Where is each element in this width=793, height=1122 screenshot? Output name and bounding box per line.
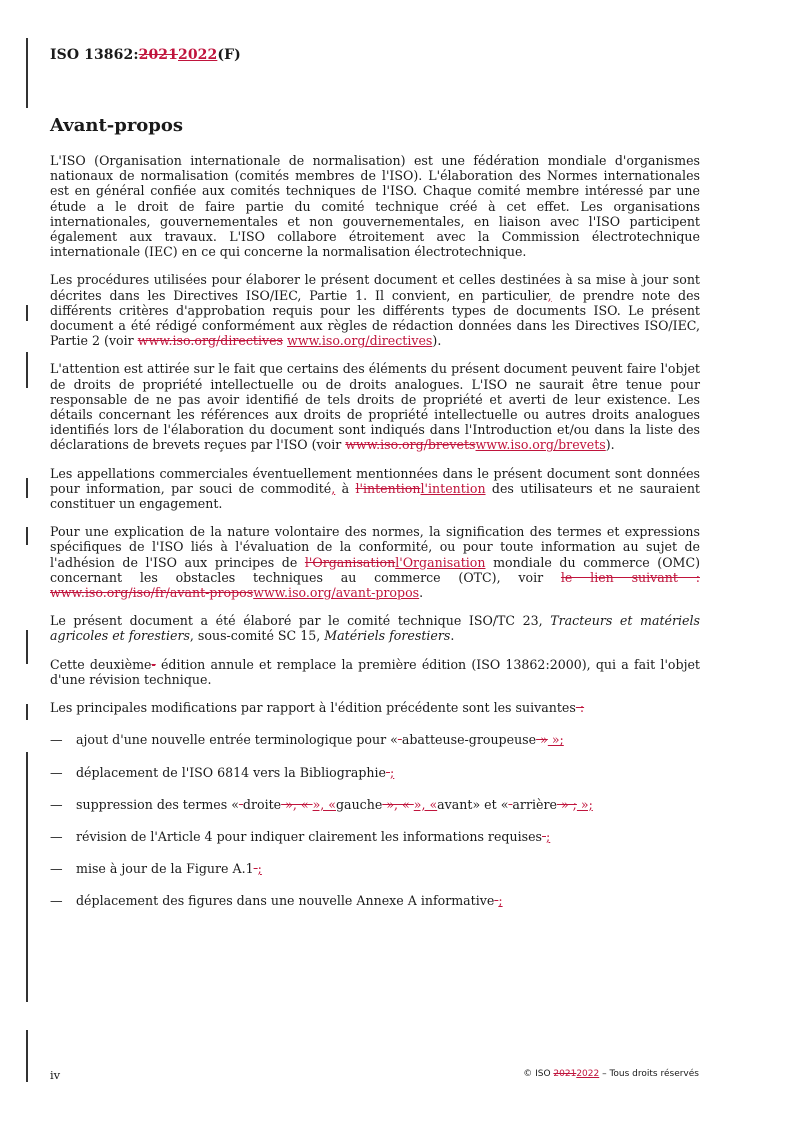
list-item: — déplacement des figures dans une nouvelle Annexe A informative ; <box>50 893 503 909</box>
change-bar-para5 <box>26 630 28 664</box>
copyright-notice: © ISO 20212022 – Tous droits réservés <box>523 1069 699 1079</box>
list-item: — déplacement de l'ISO 6814 vers la Bibliographie ; <box>50 764 395 780</box>
list-item: — suppression des termes « droite », « », «gauche », « », «avant» et « arrière » ; »; <box>50 796 593 812</box>
list-item: — mise à jour de la Figure A.1 ; <box>50 861 262 877</box>
paragraph-changes-intro: Les principales modifications par rapport à l'édition précédente sont les suivantes : <box>50 700 585 716</box>
change-bar-para7 <box>26 704 28 720</box>
link-brevets[interactable]: www.iso.org/brevets <box>475 437 606 453</box>
section-title: Avant-propos <box>50 115 184 136</box>
link-avant-propos-deleted[interactable]: le lien suivant : www.iso.org/iso/fr/avant-propos <box>50 569 700 601</box>
change-bar-para2b <box>26 352 28 388</box>
paragraph-iso-intro: L'ISO (Organisation internationale de normalisation) est une fédération mondiale d'organismes nationaux de normalisation (comités membres de l'ISO). L'élaboration des Normes internationales est en général confiée aux comités techniques de l'ISO. Chaque comité membre intéressé par une étude a le droit de faire partie du comité technique créé à cet effet. Les organisations internationales, gouvernementales et non gouvernementales, en liaison avec l'ISO participent également aux travaux. L'ISO collabore étroitement avec la Commission électrotechnique internationale (IEC) en ce qui concerne la normalisation électrotechnique. <box>50 153 700 260</box>
change-bar-para2a <box>26 305 28 321</box>
paragraph-edition: Cette deuxième- édition annule et remplace la première édition (ISO 13862:2000), qui a fait l'objet d'une révision technique. <box>50 656 700 687</box>
list-item: — ajout d'une nouvelle entrée terminologique pour « abatteuse-groupeuse » »; <box>50 732 564 748</box>
link-directives[interactable]: www.iso.org/directives <box>287 333 433 349</box>
document-body <box>50 153 700 926</box>
header-suffix: (F) <box>217 47 241 63</box>
paragraph-committee: Le présent document a été élaboré par le comité technique ISO/TC 23, Tracteurs et matériels agricoles et forestiers, sous-comité SC 15, Matériels forestiers. <box>50 613 700 644</box>
header-year-inserted: 2022 <box>177 47 218 63</box>
change-bar-list <box>26 752 28 1002</box>
header-prefix: ISO 13862: <box>50 47 139 63</box>
list-item: — révision de l'Article 4 pour indiquer clairement les informations requises ; <box>50 828 551 844</box>
document-header <box>50 47 241 63</box>
header-year-deleted: 2021 <box>138 47 178 63</box>
paragraph-voluntary-nature: Pour une explication de la nature volontaire des normes, la signification des termes et expressions spécifiques de l'ISO liés à l'évaluation de la conformité, ou pour toute information au sujet de l'adhésion de l'ISO aux principes de l'Organisationl'Organisation mondiale du commerce (OMC) concernant les obstacles techniques au commerce (OTC), voir le lien suivant : www.iso.org/iso/fr/avant-proposwww.iso.org/avant-propos. <box>50 524 700 601</box>
paragraph-trade-names: Les appellations commerciales éventuellement mentionnées dans le présent document sont données pour information, par souci de commodité, à l'intentionl'intention des utilisateurs et ne sauraient constituer un engagement. <box>50 465 700 512</box>
link-brevets-deleted[interactable]: www.iso.org/brevets <box>345 437 476 453</box>
page-number: iv <box>50 1068 61 1082</box>
link-directives-deleted[interactable]: www.iso.org/directives <box>137 333 284 349</box>
change-bar-footer <box>26 1030 28 1082</box>
change-bar-header <box>26 38 28 108</box>
change-bar-para4 <box>26 527 28 545</box>
paragraph-procedures: Les procédures utilisées pour élaborer le présent document et celles destinées à sa mise à jour sont décrites dans les Directives ISO/IEC, Partie 1. Il convient, en particulier, de prendre note des différents critères d'approbation requis pour les différents types de documents ISO. Le présent document a été rédigé conformément aux règles de rédaction données dans les Directives ISO/IEC, Partie 2 (voir www.iso.org/directives www.iso.org/directives). <box>50 272 700 349</box>
paragraph-patents: L'attention est attirée sur le fait que certains des éléments du présent document peuvent faire l'objet de droits de propriété intellectuelle ou de droits analogues. L'ISO ne saurait être tenue pour responsable de ne pas avoir identifié de tels droits de propriété et averti de leur existence. Les détails concernant les références aux droits de propriété intellectuelle ou autres droits analogues identifiés lors de l'élaboration du document sont indiqués dans l'Introduction et/ou dans la liste des déclarations de brevets reçues par l'ISO (voir www.iso.org/brevetswww.iso.org/brevets). <box>50 361 700 453</box>
change-bar-para3 <box>26 478 28 498</box>
link-avant-propos[interactable]: www.iso.org/avant-propos <box>253 585 420 601</box>
